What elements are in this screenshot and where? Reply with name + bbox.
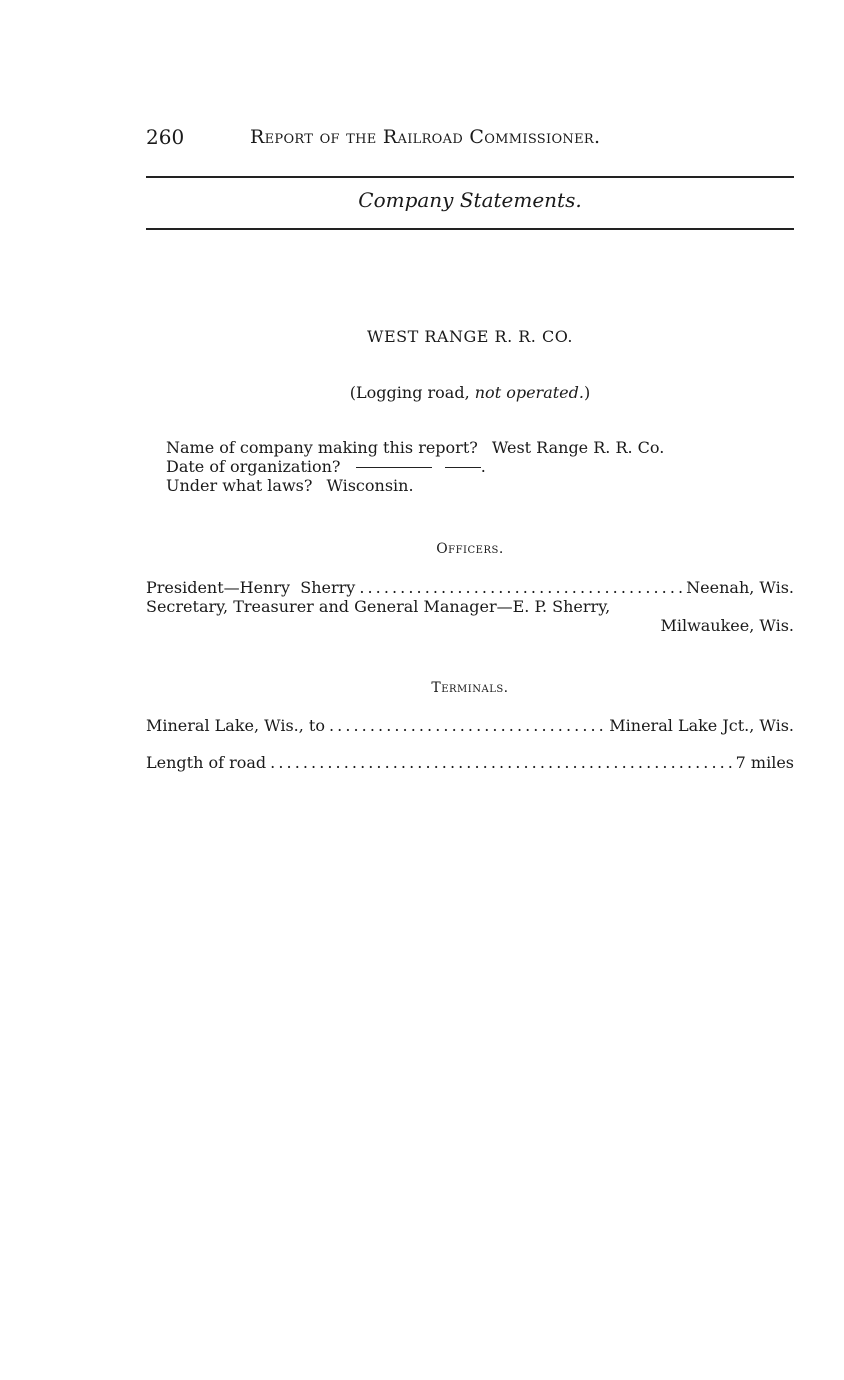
dot-leader bbox=[359, 578, 682, 597]
company-note bbox=[146, 383, 794, 402]
question-date: Date of organization? . bbox=[166, 457, 486, 476]
page-number: 260 bbox=[146, 125, 185, 149]
question-name-label: Name of company making this report? bbox=[166, 438, 478, 457]
section-title: Company Statements. bbox=[358, 188, 582, 212]
company-name: WEST RANGE R. R. CO. bbox=[367, 327, 573, 346]
blank-line bbox=[445, 467, 481, 468]
company-note-prefix: (Logging road, bbox=[349, 383, 475, 402]
header-rule-top bbox=[146, 176, 794, 178]
company-note-italic: not operated. bbox=[474, 383, 584, 402]
question-laws-label: Under what laws? bbox=[166, 476, 313, 495]
president-city: Neenah, Wis. bbox=[686, 578, 794, 597]
officer-row-secretary-city bbox=[146, 616, 794, 635]
company-note-suffix: ) bbox=[583, 383, 591, 402]
terminals-row bbox=[146, 716, 794, 735]
terminal-to: Mineral Lake Jct., Wis. bbox=[609, 716, 794, 735]
question-name-answer: West Range R. R. Co. bbox=[491, 438, 665, 457]
officer-row-president bbox=[146, 578, 794, 597]
secretary-city: Milwaukee, Wis. bbox=[660, 616, 794, 635]
length-label: Length of road bbox=[146, 753, 267, 772]
terminal-from: Mineral Lake, Wis., to bbox=[146, 716, 325, 735]
officer-row-secretary bbox=[146, 597, 794, 616]
dot-leader bbox=[270, 753, 731, 772]
running-head: Report of the Railroad Commissioner. bbox=[250, 126, 601, 148]
question-laws bbox=[166, 476, 664, 495]
secretary-label: Secretary, Treasurer and General Manager—E. P. Sherry, bbox=[146, 597, 611, 616]
question-laws-answer: Wisconsin. bbox=[326, 476, 414, 495]
length-row bbox=[146, 753, 794, 772]
company-questions bbox=[166, 438, 664, 495]
length-value: 7 miles bbox=[735, 753, 794, 772]
blank-line bbox=[356, 467, 432, 468]
president-label: President—Henry Sherry bbox=[146, 578, 356, 597]
question-name bbox=[166, 438, 664, 457]
dot-leader bbox=[329, 716, 605, 735]
header-rule-bottom bbox=[146, 228, 794, 230]
terminals-heading: Terminals. bbox=[431, 680, 509, 696]
question-date-label: Date of organization? bbox=[166, 457, 341, 476]
officers-heading: Officers. bbox=[436, 541, 504, 557]
